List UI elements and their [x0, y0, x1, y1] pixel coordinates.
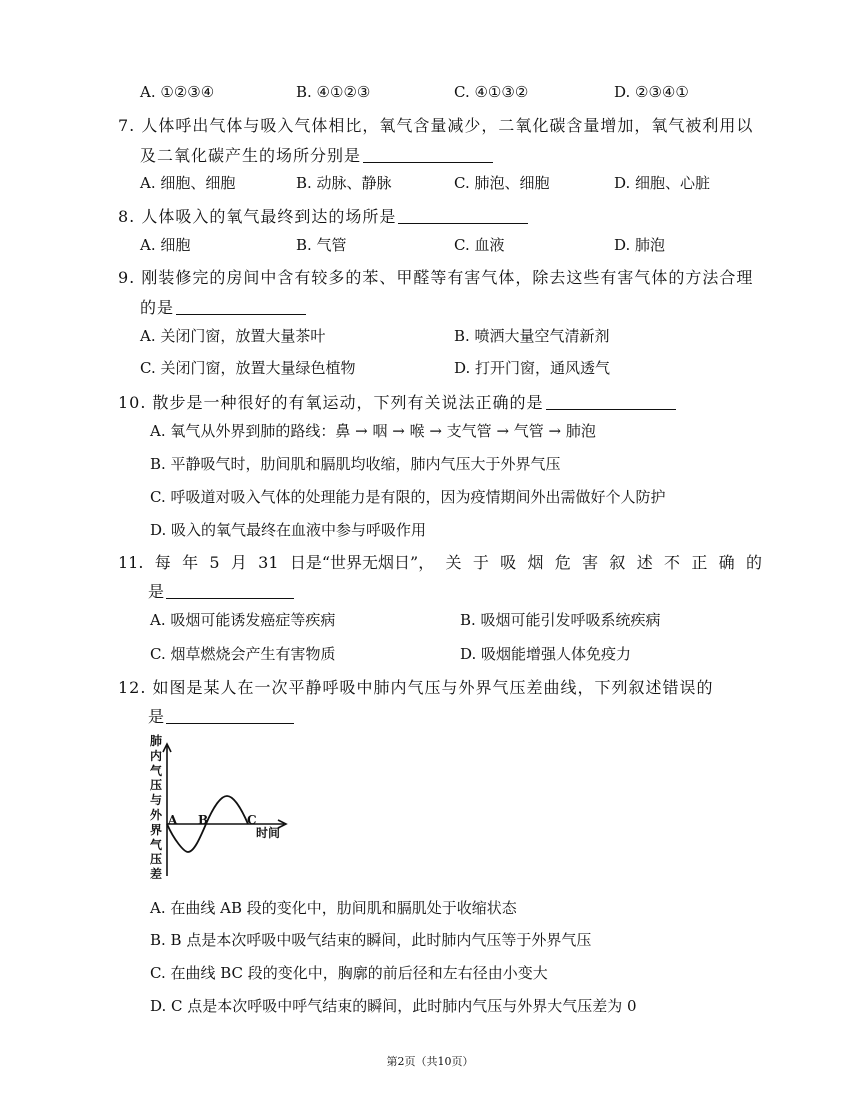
q10-option-a: A. 氧气从外界到肺的路线：鼻 → 咽 → 喉 → 支气管 → 气管 → 肺泡 — [150, 422, 596, 440]
ylabel-char: 肺 — [149, 734, 162, 748]
ylabel-char: 与 — [149, 793, 162, 808]
q11-part: 述 — [636, 553, 653, 572]
q11-part: 的 — [745, 553, 762, 572]
q11-part: 烟 — [527, 553, 544, 572]
q10-stem — [118, 393, 676, 413]
q11-stem-line2-text: 是 — [148, 582, 165, 601]
q11-option-c: C. 烟草燃烧会产生有害物质 — [150, 645, 336, 663]
q10-answer-blank — [546, 393, 676, 410]
q9-stem-line1: 9. 刚装修完的房间中含有较多的苯、甲醛等有害气体，除去这些有害气体的方法合理 — [118, 268, 754, 287]
ylabel-char: 界 — [149, 822, 162, 837]
q11-part: 月 — [230, 553, 247, 572]
q7-option-c: C. 肺泡、细胞 — [454, 174, 550, 192]
q9-option-b: B. 喷洒大量空气清新剂 — [454, 327, 610, 345]
q11-stem-line1 — [118, 553, 762, 573]
ylabel-char: 压 — [149, 778, 162, 793]
q12-graph-axes — [163, 744, 286, 876]
q8-stem — [118, 207, 528, 227]
q11-stem-line2 — [148, 582, 294, 602]
point-c-label: C — [247, 813, 257, 827]
q8-option-c: C. 血液 — [454, 236, 505, 254]
q12-option-c: C. 在曲线 BC 段的变化中，胸廓的前后径和左右径由小变大 — [150, 964, 548, 982]
q11-part: 于 — [472, 553, 489, 572]
q11-part: 叙 — [609, 553, 626, 572]
q9-option-c: C. 关闭门窗，放置大量绿色植物 — [140, 359, 356, 377]
q7-option-d: D. 细胞、心脏 — [614, 174, 711, 192]
q11-option-b: B. 吸烟可能引发呼吸系统疾病 — [460, 611, 661, 629]
ylabel-char: 差 — [149, 867, 162, 882]
q7-option-a: A. 细胞、细胞 — [140, 174, 236, 192]
q11-part: 年 — [182, 553, 199, 572]
q6-option-a: A. ①②③④ — [140, 83, 215, 101]
q12-option-d: D. C 点是本次呼吸中呼气结束的瞬间，此时肺内气压与外界大气压差为 0 — [150, 997, 637, 1015]
q9-option-a: A. 关闭门窗，放置大量茶叶 — [140, 327, 326, 345]
q11-option-a: A. 吸烟可能诱发癌症等疾病 — [150, 611, 336, 629]
q11-part: 危 — [554, 553, 571, 572]
point-a-label: A — [168, 813, 178, 827]
q8-option-a: A. 细胞 — [140, 236, 191, 254]
q8-stem-text: 8. 人体吸入的氧气最终到达的场所是 — [118, 207, 397, 226]
q12-pressure-graph — [160, 740, 300, 880]
q11-part: 确 — [718, 553, 735, 572]
ylabel-char: 压 — [149, 852, 162, 867]
q8-option-b: B. 气管 — [296, 236, 347, 254]
q12-stem-line1: 12. 如图是某人在一次平静呼吸中肺内气压与外界气压差曲线，下列叙述错误的 — [118, 678, 714, 697]
point-b-label: B — [198, 813, 209, 827]
q11-part: 31 — [258, 553, 279, 572]
q12-stem-line2 — [148, 707, 294, 727]
q9-stem-line2 — [140, 298, 306, 318]
q11-part: 关 — [445, 553, 462, 572]
q11-part: 日是“世界无烟日”， — [289, 553, 435, 572]
ylabel-char: 气 — [149, 837, 162, 852]
x-axis-label: 时间 — [256, 826, 281, 840]
q6-option-d: D. ②③④① — [614, 83, 689, 101]
q12-stem-line2-text: 是 — [148, 707, 165, 726]
ylabel-char: 外 — [149, 807, 162, 822]
q7-stem-line2-text: 及二氧化碳产生的场所分别是 — [140, 146, 362, 165]
q7-option-b: B. 动脉、静脉 — [296, 174, 392, 192]
q12-option-a: A. 在曲线 AB 段的变化中，肋间肌和膈肌处于收缩状态 — [150, 899, 517, 917]
q11-part: 吸 — [500, 553, 517, 572]
q7-stem-line2 — [140, 146, 493, 166]
q7-answer-blank — [363, 146, 493, 163]
q11-part: 正 — [691, 553, 708, 572]
q11-part: 5 — [209, 553, 220, 572]
q6-option-b: B. ④①②③ — [296, 83, 371, 101]
q10-stem-text: 10. 散步是一种很好的有氧运动，下列有关说法正确的是 — [118, 393, 544, 412]
ylabel-char: 内 — [149, 748, 162, 763]
q11-part: 不 — [664, 553, 681, 572]
page-number-footer: 第2页（共10页） — [386, 1055, 474, 1068]
q11-part: 害 — [582, 553, 599, 572]
q6-option-c: C. ④①③② — [454, 83, 529, 101]
q8-option-d: D. 肺泡 — [614, 236, 666, 254]
q10-option-d: D. 吸入的氧气最终在血液中参与呼吸作用 — [150, 521, 427, 539]
q9-stem-line2-text: 的是 — [140, 298, 175, 317]
q10-option-c: C. 呼吸道对吸入气体的处理能力是有限的，因为疫情期间外出需做好个人防护 — [150, 488, 666, 506]
q12-option-b: B. B 点是本次呼吸中吸气结束的瞬间，此时肺内气压等于外界气压 — [150, 931, 592, 949]
q11-option-d: D. 吸烟能增强人体免疫力 — [460, 645, 632, 663]
q7-stem-line1: 7. 人体呼出气体与吸入气体相比，氧气含量减少，二氧化碳含量增加，氧气被利用以 — [118, 116, 754, 135]
q11-answer-blank — [166, 582, 294, 599]
q9-option-d: D. 打开门窗，通风透气 — [454, 359, 611, 377]
q10-option-b: B. 平静吸气时，肋间肌和膈肌均收缩，肺内气压大于外界气压 — [150, 455, 561, 473]
q9-answer-blank — [176, 298, 306, 315]
q8-answer-blank — [398, 207, 528, 224]
ylabel-char: 气 — [149, 763, 162, 778]
q11-part: 每 — [154, 553, 171, 572]
q11-part: 11. — [118, 553, 144, 572]
q12-answer-blank — [166, 707, 294, 724]
